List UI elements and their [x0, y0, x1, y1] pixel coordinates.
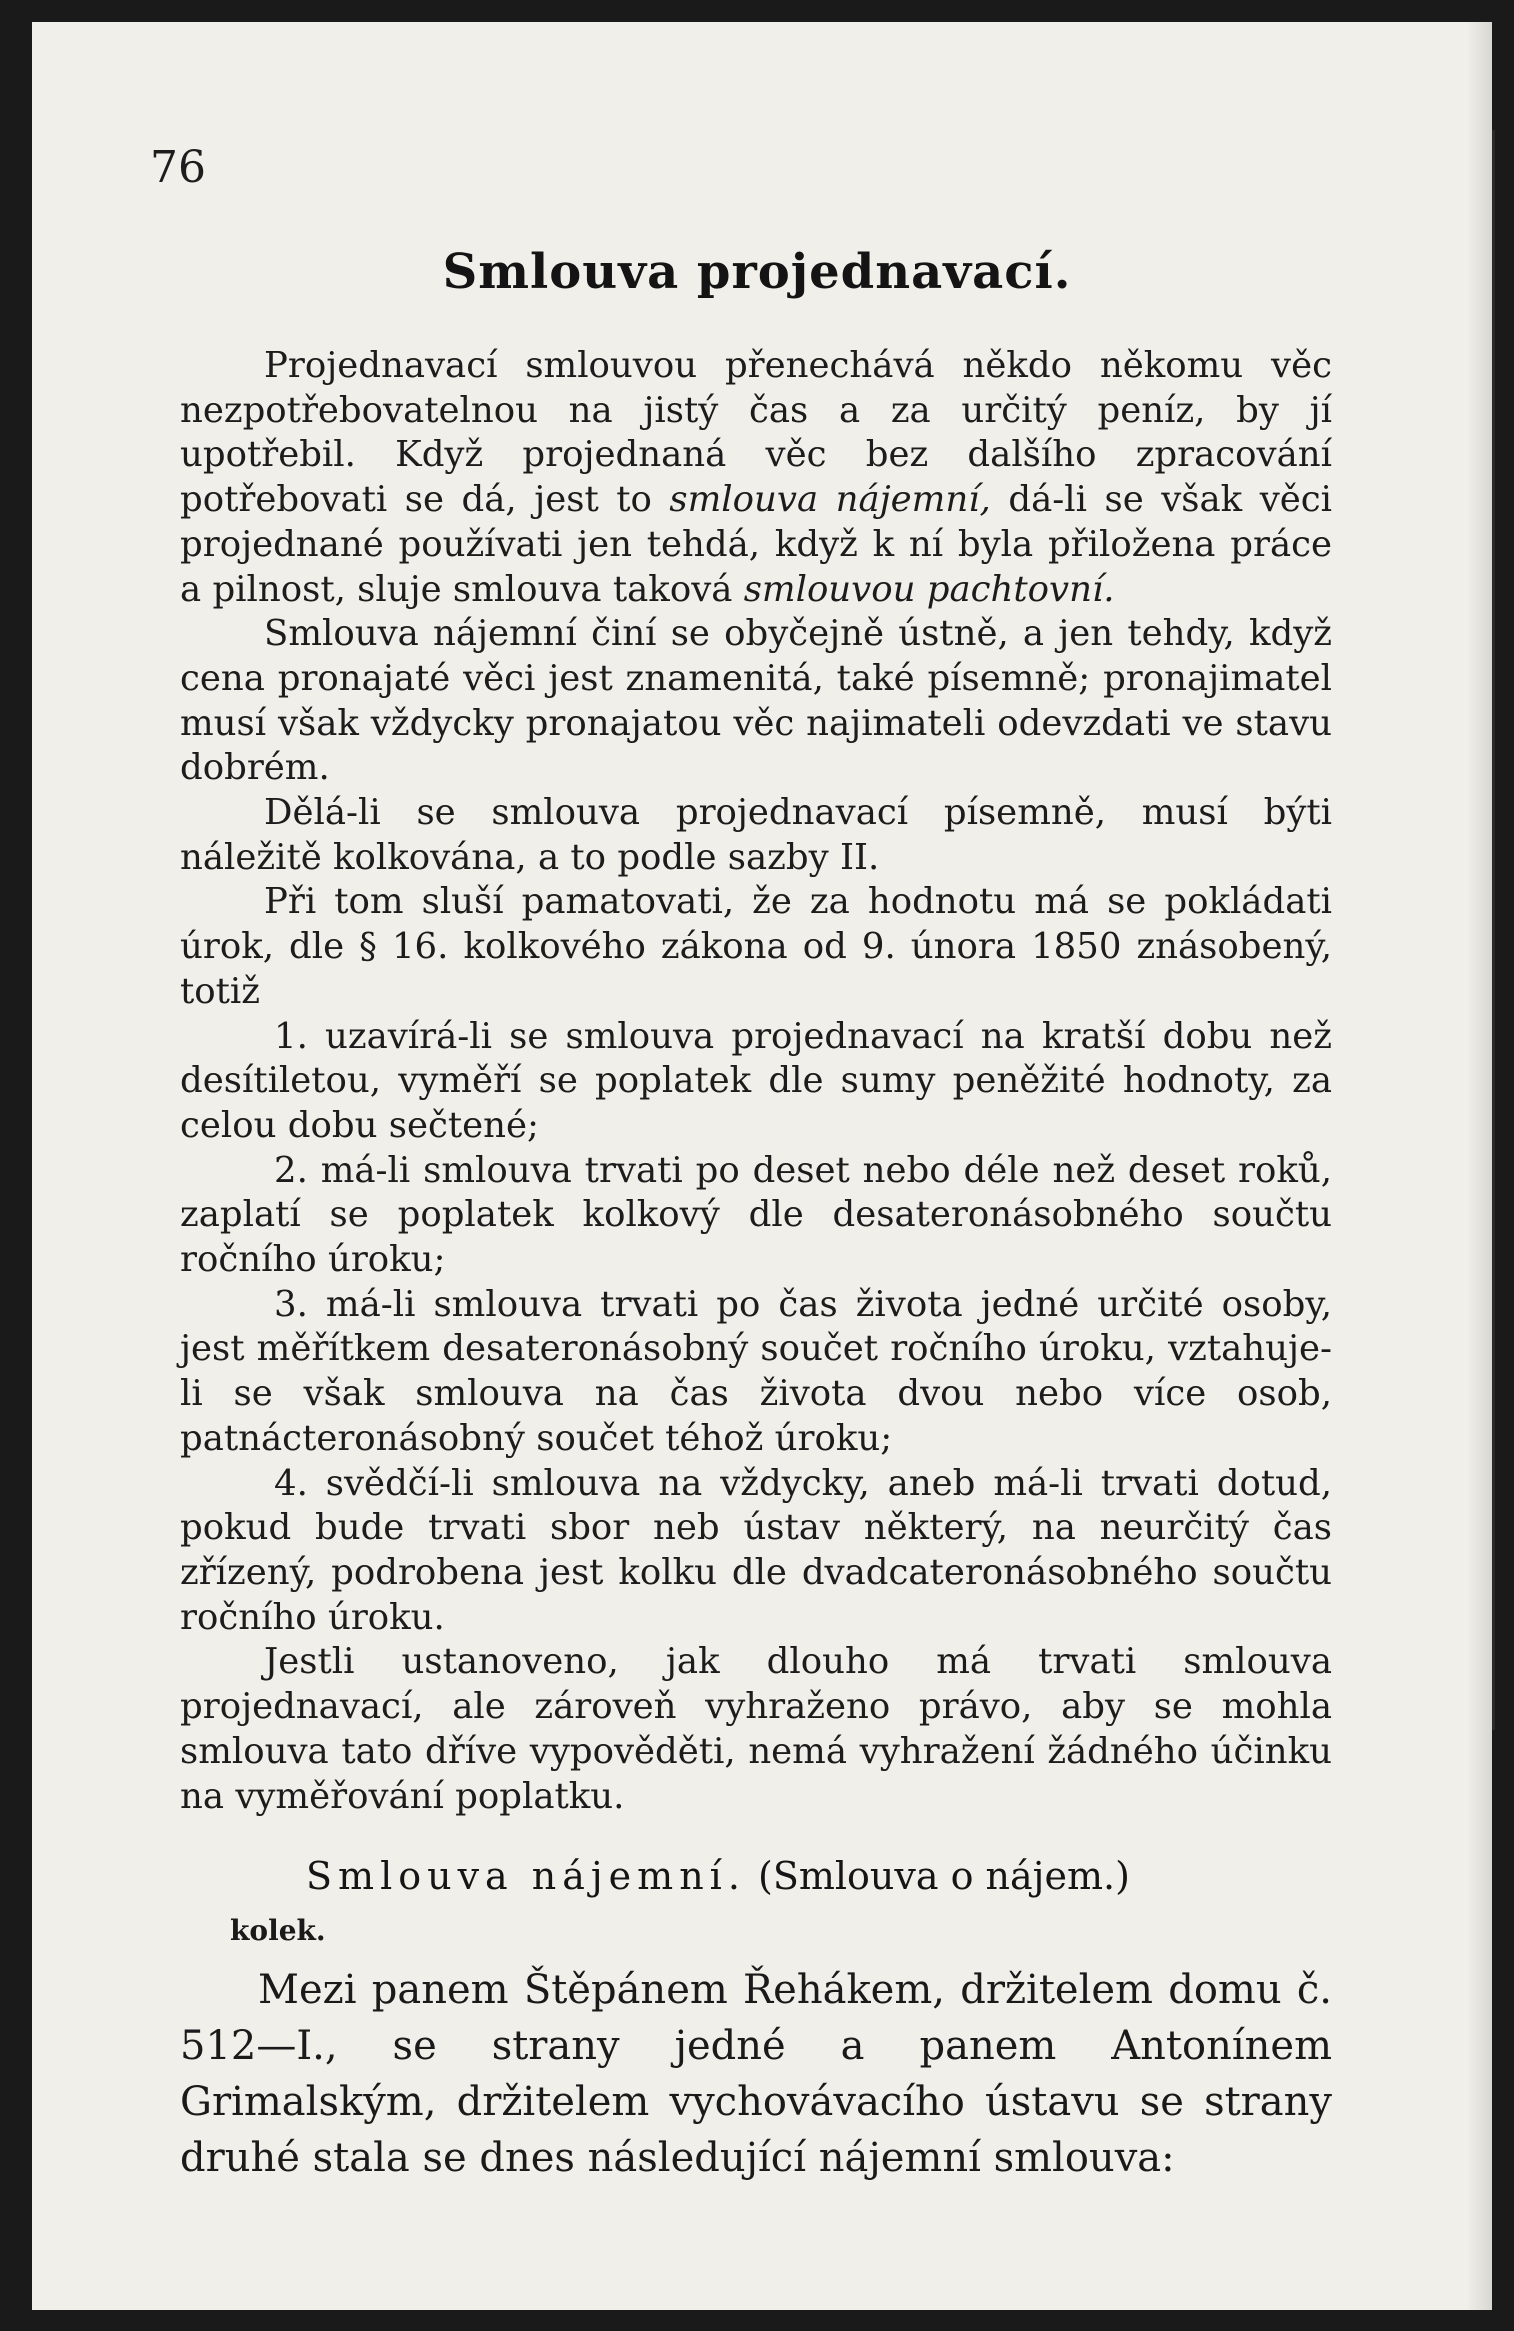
stamp-label: kolek.	[230, 1914, 326, 1947]
term-tenancy-contract: smlouvou pachtovní.	[743, 568, 1115, 610]
list-item: 3. má-li smlouva trvati po čas života jedné určité osoby, jest měřítkem desateronásobný součet ročního úroku, vztahuje-li se však smlouva na čas života dvou nebo více osob, patnácteronásobný součet téhož úroku;	[180, 1283, 1332, 1459]
contract-heading	[306, 1854, 1130, 1898]
contract-paragraph: Mezi panem Štěpánem Řehákem, držitelem domu č. 512—I., se strany jedné a panem Antonínem Grimalským, držitelem vychovávacího ústavu se strany druhé stala se dnes následující nájemní smlouva:	[180, 1967, 1332, 2181]
page-edge-shadow	[1466, 22, 1492, 2310]
paragraph: Při tom sluší pamatovati, že za hodnotu má se pokládati úrok, dle § 16. kolkového zákona od 9. února 1850 znásobený, totiž	[180, 881, 1332, 1012]
closing-paragraph: Jestli ustanoveno, jak dlouho má trvati smlouva projednavací, ale zároveň vyhraženo právo, aby se mohla smlouva tato dříve vypověděti, nemá vyhražení žádného účinku na vyměřování poplatku.	[180, 1641, 1332, 1817]
intro-paragraph	[180, 344, 1332, 612]
intro-text-1: Projednavací smlouvou přenechává někdo někomu věc nezpotřebovatelnou na jistý čas a za určitý peníz, by jí upotřebil. Když projednaná věc bez dalšího zpracování potřebovati se dá, jest to	[180, 345, 1332, 521]
paragraph: Smlouva nájemní činí se obyčejně ústně, a jen tehdy, když cena pronajaté věci jest znamenitá, také písemně; pronajimatel musí však vždycky pronajatou věc najimateli odevzdati ve stavu dobrém.	[180, 613, 1332, 789]
list-item: 1. uzavírá-li se smlouva projednavací na kratší dobu než desítiletou, vyměří se poplatek dle sumy peněžité hodnoty, za celou dobu sečtené;	[180, 1015, 1332, 1146]
list-item: 4. svědčí-li smlouva na vždycky, aneb má-li trvati dotud, pokud bude trvati sbor neb ústav některý, na neurčitý čas zřízený, podrobena jest kolku dle dvadcateronásobného součtu ročního úroku.	[180, 1462, 1332, 1638]
list-item: 2. má-li smlouva trvati po deset nebo déle než deset roků, zaplatí se poplatek kolkový dle desateronásobného součtu ročního úroku;	[180, 1149, 1332, 1281]
paragraph: Dělá-li se smlouva projednavací písemně, musí býti náležitě kolkována, a to podle sazby II.	[180, 792, 1332, 878]
contract-heading-note: (Smlouva o nájem.)	[745, 1854, 1130, 1898]
page-border-line	[1492, 130, 1495, 1730]
term-lease-contract: smlouva nájemní,	[669, 479, 991, 521]
intro-text-2: dá-li se však věci projednané používati jen tehdá, když k ní byla přiložena práce a pilnost, sluje smlouva taková	[180, 479, 1332, 610]
section-body	[180, 344, 1332, 1819]
contract-body	[180, 1962, 1332, 2186]
page-title: Smlouva projednavací.	[442, 244, 1072, 300]
page-number: 76	[150, 142, 206, 193]
contract-heading-title: Smlouva nájemní.	[306, 1854, 746, 1898]
